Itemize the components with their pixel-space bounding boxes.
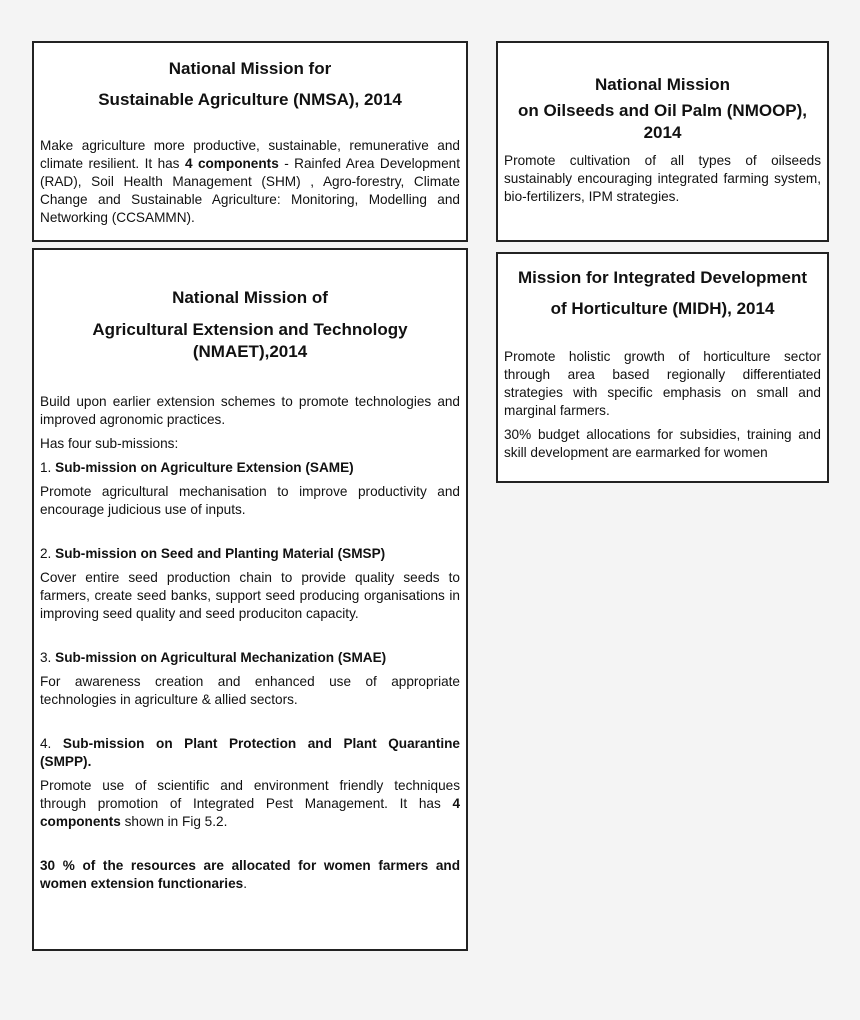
nmoop-box	[496, 41, 829, 242]
sub4-num: 4.	[40, 736, 63, 751]
sub3-text: For awareness creation and enhanced use of appropriate technologies in agriculture & allied sectors.	[40, 674, 460, 707]
nmsa-box	[32, 41, 468, 242]
nmsa-title	[40, 51, 460, 115]
sub3-num: 3.	[40, 650, 56, 665]
sub4-text-bold: 4 components	[40, 796, 460, 829]
nmaet-has-four: Has four sub-missions:	[40, 436, 179, 451]
nmaet-intro: Build upon earlier extension schemes to promote technologies and improved agronomic practices.	[40, 394, 460, 427]
sub1-num: 1.	[40, 460, 56, 475]
nmoop-title-line1: National Mission	[594, 75, 731, 94]
nmsa-title-line1: National Mission for	[168, 59, 332, 78]
midh-title	[504, 262, 821, 324]
sub3-heading	[40, 649, 460, 667]
midh-text2: 30% budget allocations for subsidies, training and skill development are earmarked for women	[504, 427, 821, 460]
sub1-title: Sub-mission on Agriculture Extension (SAME)	[55, 460, 354, 475]
nmaet-title-line2: Agricultural Extension and Technology	[92, 320, 408, 339]
nmoop-title	[504, 51, 821, 144]
sub2-title: Sub-mission on Seed and Planting Material (SMSP)	[55, 546, 386, 561]
sub2-text: Cover entire seed production chain to provide quality seeds to farmers, create seed banks, support seed producing organisations in improving seed quality and seed produciton capacity.	[40, 570, 460, 621]
nmaet-body	[40, 393, 460, 893]
nmsa-text-a: Make agriculture more productive, sustainable, remunerative and climate resilient. It has	[40, 138, 460, 171]
women-allocation	[40, 857, 460, 893]
sub4-text	[40, 777, 460, 831]
nmaet-box	[32, 248, 468, 951]
sub4-text-b: shown in Fig 5.2.	[120, 814, 228, 829]
sub4-text-a: Promote use of scientific and environment friendly techniques through promotion of Integrated Pest Management. It has	[40, 778, 460, 811]
women-bold: 30 % of the resources are allocated for women farmers and women extension functionaries	[40, 858, 460, 891]
sub4-title: Sub-mission on Plant Protection and Plant Quarantine (SMPP).	[40, 736, 460, 769]
midh-title-line1: Mission for Integrated Development	[517, 268, 808, 287]
nmsa-title-line2: Sustainable Agriculture (NMSA), 2014	[98, 90, 402, 109]
nmaet-title	[40, 258, 460, 363]
midh-title-line2: of Horticulture (MIDH), 2014	[550, 299, 775, 318]
nmoop-title-line2: on Oilseeds and Oil Palm (NMOOP),	[517, 101, 808, 120]
sub2-heading	[40, 545, 460, 563]
sub4-heading	[40, 735, 460, 771]
nmoop-description	[504, 152, 821, 206]
nmsa-description	[40, 137, 460, 227]
sub1-text: Promote agricultural mechanisation to improve productivity and encourage judicious use of inputs.	[40, 484, 460, 517]
midh-body	[504, 348, 821, 462]
sub3-title: Sub-mission on Agricultural Mechanization (SMAE)	[55, 650, 387, 665]
nmaet-title-line3: (NMAET),2014	[192, 342, 308, 361]
midh-text1: Promote holistic growth of horticulture sector through area based regionally differentiated strategies with specific emphasis on small and marginal farmers.	[504, 349, 821, 418]
nmoop-text: Promote cultivation of all types of oilseeds sustainably encouraging integrated farming system, bio-fertilizers, IPM strategies.	[504, 153, 821, 204]
nmoop-title-line3: 2014	[643, 123, 682, 142]
sub2-num: 2.	[40, 546, 56, 561]
women-end: .	[243, 876, 247, 891]
nmaet-title-line1: National Mission of	[172, 288, 328, 307]
nmsa-text-bold: 4 components	[184, 156, 279, 171]
midh-box	[496, 252, 829, 483]
nmsa-text-b: - Rainfed Area Development (RAD), Soil Health Management (SHM) , Agro-forestry, Climate Change and Sustainable Agriculture: Monitoring, Modelling and Networking (CCSAMMN).	[40, 156, 460, 225]
sub1-heading	[40, 459, 460, 477]
